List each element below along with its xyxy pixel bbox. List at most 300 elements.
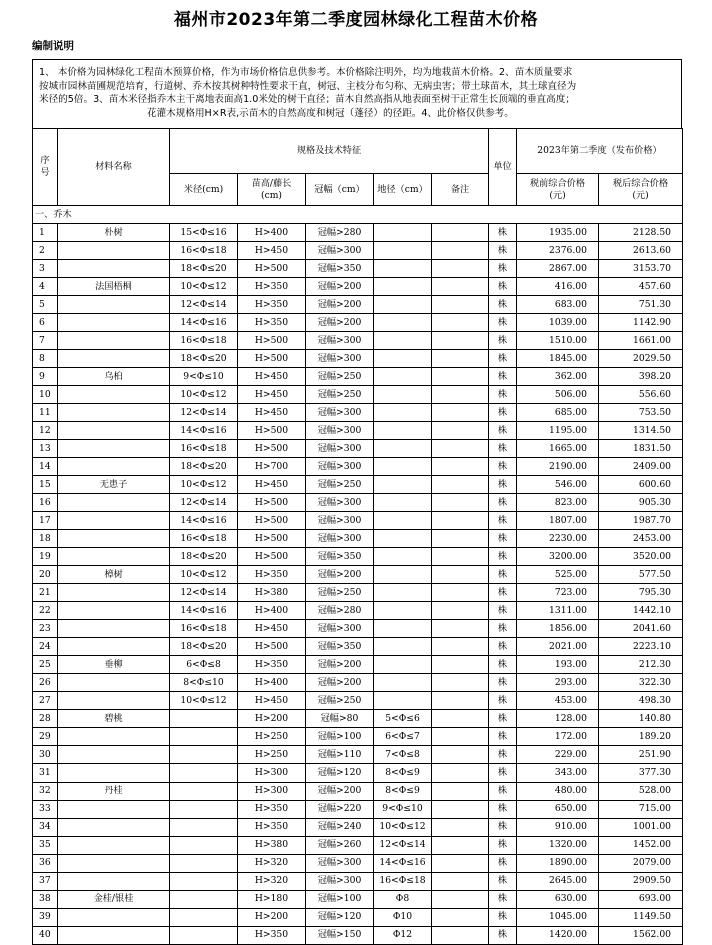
- diameter-cell: 18<Φ≤20: [170, 458, 238, 476]
- header-unit: 单位: [489, 129, 517, 206]
- aftertax-price: 556.60: [599, 386, 683, 404]
- height-cell: H>250: [238, 728, 306, 746]
- diameter-cell: 16<Φ≤18: [170, 242, 238, 260]
- diameter-cell: 10<Φ≤12: [170, 476, 238, 494]
- remark-cell: [432, 746, 489, 764]
- unit-cell: 株: [489, 296, 517, 314]
- height-cell: H>500: [238, 494, 306, 512]
- pretax-price: 1311.00: [517, 602, 599, 620]
- aftertax-price: 498.30: [599, 692, 683, 710]
- diameter-cell: 6<Φ≤8: [170, 656, 238, 674]
- remark-cell: [432, 764, 489, 782]
- row-number: 10: [33, 386, 58, 404]
- unit-cell: 株: [489, 278, 517, 296]
- diameter-cell: 14<Φ≤16: [170, 314, 238, 332]
- unit-cell: 株: [489, 638, 517, 656]
- material-name: [58, 530, 170, 548]
- row-number: 2: [33, 242, 58, 260]
- crown-cell: 冠幅>250: [306, 476, 374, 494]
- material-name: [58, 548, 170, 566]
- remark-cell: [432, 422, 489, 440]
- crown-cell: 冠幅>200: [306, 278, 374, 296]
- diameter-cell: 14<Φ≤16: [170, 602, 238, 620]
- unit-cell: 株: [489, 386, 517, 404]
- remark-cell: [432, 782, 489, 800]
- height-cell: H>500: [238, 638, 306, 656]
- header-remark: 备注: [432, 174, 489, 206]
- remark-cell: [432, 548, 489, 566]
- table-row: [33, 458, 683, 476]
- material-name: 碧桃: [58, 710, 170, 728]
- diameter-cell: [170, 818, 238, 836]
- remark-cell: [432, 278, 489, 296]
- crown-cell: 冠幅>200: [306, 782, 374, 800]
- page-title: 福州市2023年第二季度园林绿化工程苗木价格: [173, 10, 539, 30]
- height-cell: H>320: [238, 872, 306, 890]
- remark-cell: [432, 926, 489, 944]
- row-number: 6: [33, 314, 58, 332]
- unit-cell: 株: [489, 872, 517, 890]
- unit-cell: 株: [489, 350, 517, 368]
- height-cell: H>700: [238, 458, 306, 476]
- ground-cell: 7<Φ≤8: [374, 746, 432, 764]
- unit-cell: 株: [489, 314, 517, 332]
- category-label: 一、乔木: [33, 206, 683, 224]
- material-name: [58, 836, 170, 854]
- unit-cell: 株: [489, 548, 517, 566]
- aftertax-price: 457.60: [599, 278, 683, 296]
- table-row: [33, 422, 683, 440]
- ground-cell: [374, 692, 432, 710]
- table-row: [33, 674, 683, 692]
- row-number: 38: [33, 890, 58, 908]
- height-cell: H>200: [238, 710, 306, 728]
- price-table: [32, 128, 683, 945]
- diameter-cell: 12<Φ≤14: [170, 494, 238, 512]
- material-name: 丹桂: [58, 782, 170, 800]
- aftertax-price: 1562.00: [599, 926, 683, 944]
- row-number: 17: [33, 512, 58, 530]
- remark-cell: [432, 656, 489, 674]
- material-name: [58, 242, 170, 260]
- diameter-cell: 18<Φ≤20: [170, 260, 238, 278]
- crown-cell: 冠幅>300: [306, 422, 374, 440]
- material-name: 法国梧桐: [58, 278, 170, 296]
- ground-cell: [374, 458, 432, 476]
- remark-cell: [432, 404, 489, 422]
- unit-cell: 株: [489, 530, 517, 548]
- aftertax-price: 795.30: [599, 584, 683, 602]
- crown-cell: 冠幅>300: [306, 404, 374, 422]
- header-period: 2023年第二季度（发布价格）: [517, 129, 683, 174]
- height-cell: H>500: [238, 512, 306, 530]
- aftertax-price: 2909.50: [599, 872, 683, 890]
- height-cell: H>350: [238, 314, 306, 332]
- row-number: 37: [33, 872, 58, 890]
- aftertax-price: 322.30: [599, 674, 683, 692]
- table-row: [33, 728, 683, 746]
- table-row: [33, 890, 683, 908]
- ground-cell: [374, 422, 432, 440]
- remark-cell: [432, 638, 489, 656]
- aftertax-price: 3153.70: [599, 260, 683, 278]
- remark-cell: [432, 224, 489, 242]
- remark-cell: [432, 836, 489, 854]
- ground-cell: [374, 332, 432, 350]
- height-cell: H>400: [238, 602, 306, 620]
- ground-cell: 16<Φ≤18: [374, 872, 432, 890]
- compilation-notes: [32, 59, 682, 128]
- material-name: [58, 908, 170, 926]
- unit-cell: 株: [489, 620, 517, 638]
- table-row: [33, 314, 683, 332]
- aftertax-price: 2128.50: [599, 224, 683, 242]
- ground-cell: [374, 260, 432, 278]
- unit-cell: 株: [489, 836, 517, 854]
- material-name: [58, 512, 170, 530]
- diameter-cell: 18<Φ≤20: [170, 638, 238, 656]
- ground-cell: 8<Φ≤9: [374, 764, 432, 782]
- pretax-price: 193.00: [517, 656, 599, 674]
- pretax-price: 1420.00: [517, 926, 599, 944]
- ground-cell: [374, 494, 432, 512]
- ground-cell: 9<Φ≤10: [374, 800, 432, 818]
- row-number: 4: [33, 278, 58, 296]
- pretax-price: 1665.00: [517, 440, 599, 458]
- pretax-price: 2645.00: [517, 872, 599, 890]
- height-cell: H>450: [238, 368, 306, 386]
- section-label: 编制说明: [32, 40, 74, 52]
- table-row: [33, 818, 683, 836]
- unit-cell: 株: [489, 368, 517, 386]
- unit-cell: 株: [489, 404, 517, 422]
- table-row: [33, 836, 683, 854]
- table-row: [33, 476, 683, 494]
- row-number: 25: [33, 656, 58, 674]
- height-cell: H>350: [238, 278, 306, 296]
- row-number: 22: [33, 602, 58, 620]
- material-name: [58, 764, 170, 782]
- height-cell: H>450: [238, 692, 306, 710]
- pretax-price: 128.00: [517, 710, 599, 728]
- crown-cell: 冠幅>200: [306, 296, 374, 314]
- table-row: [33, 404, 683, 422]
- diameter-cell: [170, 710, 238, 728]
- ground-cell: [374, 278, 432, 296]
- unit-cell: 株: [489, 440, 517, 458]
- row-number: 20: [33, 566, 58, 584]
- pretax-price: 525.00: [517, 566, 599, 584]
- pretax-price: 1195.00: [517, 422, 599, 440]
- pretax-price: 480.00: [517, 782, 599, 800]
- crown-cell: 冠幅>300: [306, 440, 374, 458]
- remark-cell: [432, 800, 489, 818]
- pretax-price: 1935.00: [517, 224, 599, 242]
- ground-cell: [374, 224, 432, 242]
- table-row: [33, 656, 683, 674]
- header-name: 材料名称: [58, 129, 170, 206]
- diameter-cell: [170, 926, 238, 944]
- diameter-cell: 14<Φ≤16: [170, 512, 238, 530]
- pretax-price: 362.00: [517, 368, 599, 386]
- ground-cell: 10<Φ≤12: [374, 818, 432, 836]
- pretax-price: 546.00: [517, 476, 599, 494]
- row-number: 9: [33, 368, 58, 386]
- crown-cell: 冠幅>240: [306, 818, 374, 836]
- unit-cell: 株: [489, 602, 517, 620]
- diameter-cell: 10<Φ≤12: [170, 692, 238, 710]
- diameter-cell: 10<Φ≤12: [170, 566, 238, 584]
- row-number: 18: [33, 530, 58, 548]
- table-row: [33, 746, 683, 764]
- unit-cell: 株: [489, 692, 517, 710]
- row-number: 12: [33, 422, 58, 440]
- material-name: 朴树: [58, 224, 170, 242]
- aftertax-price: 715.00: [599, 800, 683, 818]
- diameter-cell: 15<Φ≤16: [170, 224, 238, 242]
- aftertax-price: 2041.60: [599, 620, 683, 638]
- crown-cell: 冠幅>250: [306, 692, 374, 710]
- aftertax-price: 251.90: [599, 746, 683, 764]
- aftertax-price: 600.60: [599, 476, 683, 494]
- row-number: 34: [33, 818, 58, 836]
- diameter-cell: [170, 746, 238, 764]
- row-number: 40: [33, 926, 58, 944]
- unit-cell: 株: [489, 224, 517, 242]
- diameter-cell: [170, 728, 238, 746]
- material-name: [58, 692, 170, 710]
- material-name: [58, 422, 170, 440]
- diameter-cell: 18<Φ≤20: [170, 350, 238, 368]
- unit-cell: 株: [489, 512, 517, 530]
- pretax-price: 293.00: [517, 674, 599, 692]
- crown-cell: 冠幅>250: [306, 386, 374, 404]
- pretax-price: 172.00: [517, 728, 599, 746]
- aftertax-price: 577.50: [599, 566, 683, 584]
- ground-cell: [374, 602, 432, 620]
- crown-cell: 冠幅>300: [306, 494, 374, 512]
- remark-cell: [432, 494, 489, 512]
- row-number: 28: [33, 710, 58, 728]
- diameter-cell: 16<Φ≤18: [170, 332, 238, 350]
- table-row: [33, 440, 683, 458]
- pretax-price: 823.00: [517, 494, 599, 512]
- row-number: 1: [33, 224, 58, 242]
- diameter-cell: 10<Φ≤12: [170, 386, 238, 404]
- pretax-price: 343.00: [517, 764, 599, 782]
- pretax-price: 1807.00: [517, 512, 599, 530]
- remark-cell: [432, 260, 489, 278]
- diameter-cell: [170, 872, 238, 890]
- material-name: [58, 260, 170, 278]
- aftertax-price: 1831.50: [599, 440, 683, 458]
- notes-line: 按城市园林苗圃规范培育，行道树、乔木按其树种特性要求干直，树冠、主枝分布匀称、无病虫害；带土球苗木，其土球直径为: [39, 80, 577, 92]
- unit-cell: 株: [489, 800, 517, 818]
- ground-cell: [374, 440, 432, 458]
- crown-cell: 冠幅>200: [306, 674, 374, 692]
- height-cell: H>380: [238, 584, 306, 602]
- ground-cell: [374, 404, 432, 422]
- pretax-price: 1856.00: [517, 620, 599, 638]
- crown-cell: 冠幅>280: [306, 224, 374, 242]
- ground-cell: [374, 620, 432, 638]
- aftertax-price: 212.30: [599, 656, 683, 674]
- ground-cell: 12<Φ≤14: [374, 836, 432, 854]
- pretax-price: 2230.00: [517, 530, 599, 548]
- unit-cell: 株: [489, 890, 517, 908]
- aftertax-price: 2409.00: [599, 458, 683, 476]
- diameter-cell: [170, 782, 238, 800]
- aftertax-price: 2453.00: [599, 530, 683, 548]
- remark-cell: [432, 872, 489, 890]
- unit-cell: 株: [489, 584, 517, 602]
- unit-cell: 株: [489, 854, 517, 872]
- remark-cell: [432, 674, 489, 692]
- crown-cell: 冠幅>120: [306, 908, 374, 926]
- unit-cell: 株: [489, 242, 517, 260]
- row-number: 23: [33, 620, 58, 638]
- height-cell: H>250: [238, 746, 306, 764]
- ground-cell: [374, 386, 432, 404]
- material-name: [58, 638, 170, 656]
- aftertax-price: 398.20: [599, 368, 683, 386]
- diameter-cell: 16<Φ≤18: [170, 620, 238, 638]
- ground-cell: [374, 674, 432, 692]
- table-row: [33, 854, 683, 872]
- table-row: [33, 386, 683, 404]
- row-number: 26: [33, 674, 58, 692]
- ground-cell: [374, 566, 432, 584]
- crown-cell: 冠幅>200: [306, 566, 374, 584]
- diameter-cell: [170, 836, 238, 854]
- aftertax-price: 528.00: [599, 782, 683, 800]
- row-number: 36: [33, 854, 58, 872]
- notes-line: 花灌木规格用H×R表,示苗木的自然高度和树冠（蓬径）的径距。4、此价格仅供参考。: [147, 107, 514, 119]
- crown-cell: 冠幅>100: [306, 890, 374, 908]
- material-name: [58, 818, 170, 836]
- pretax-price: 1320.00: [517, 836, 599, 854]
- material-name: [58, 854, 170, 872]
- height-cell: H>500: [238, 530, 306, 548]
- material-name: [58, 332, 170, 350]
- material-name: [58, 584, 170, 602]
- height-cell: H>450: [238, 386, 306, 404]
- aftertax-price: 1001.00: [599, 818, 683, 836]
- notes-line: 米径的5倍。3、苗木米径指乔木主干离地表面高1.0米处的树干直径；苗木自然高指从地表面至树干正常生长顶端的垂直高度；: [39, 94, 575, 105]
- remark-cell: [432, 584, 489, 602]
- height-cell: H>350: [238, 566, 306, 584]
- row-number: 39: [33, 908, 58, 926]
- aftertax-price: 3520.00: [599, 548, 683, 566]
- material-name: [58, 926, 170, 944]
- ground-cell: 5<Φ≤6: [374, 710, 432, 728]
- remark-cell: [432, 368, 489, 386]
- material-name: 金桂/银桂: [58, 890, 170, 908]
- crown-cell: 冠幅>300: [306, 872, 374, 890]
- material-name: [58, 494, 170, 512]
- height-cell: H>200: [238, 908, 306, 926]
- header-pretax: 税前综合价格 (元): [517, 174, 599, 206]
- crown-cell: 冠幅>300: [306, 530, 374, 548]
- remark-cell: [432, 350, 489, 368]
- height-cell: H>500: [238, 332, 306, 350]
- unit-cell: 株: [489, 458, 517, 476]
- material-name: [58, 728, 170, 746]
- table-row: [33, 224, 683, 242]
- unit-cell: 株: [489, 746, 517, 764]
- crown-cell: 冠幅>300: [306, 242, 374, 260]
- ground-cell: [374, 548, 432, 566]
- aftertax-price: 1452.00: [599, 836, 683, 854]
- aftertax-price: 2029.50: [599, 350, 683, 368]
- row-number: 19: [33, 548, 58, 566]
- table-row: [33, 764, 683, 782]
- height-cell: H>350: [238, 926, 306, 944]
- crown-cell: 冠幅>200: [306, 314, 374, 332]
- remark-cell: [432, 440, 489, 458]
- crown-cell: 冠幅>350: [306, 548, 374, 566]
- height-cell: H>400: [238, 224, 306, 242]
- height-cell: H>500: [238, 422, 306, 440]
- diameter-cell: 9<Φ≤10: [170, 368, 238, 386]
- diameter-cell: 16<Φ≤18: [170, 530, 238, 548]
- remark-cell: [432, 332, 489, 350]
- material-name: [58, 314, 170, 332]
- remark-cell: [432, 458, 489, 476]
- ground-cell: [374, 584, 432, 602]
- pretax-price: 1510.00: [517, 332, 599, 350]
- header-diameter: 米径(cm): [170, 174, 238, 206]
- height-cell: H>450: [238, 476, 306, 494]
- diameter-cell: 10<Φ≤12: [170, 278, 238, 296]
- pretax-price: 2021.00: [517, 638, 599, 656]
- pretax-price: 1845.00: [517, 350, 599, 368]
- crown-cell: 冠幅>250: [306, 584, 374, 602]
- aftertax-price: 905.30: [599, 494, 683, 512]
- remark-cell: [432, 818, 489, 836]
- row-number: 16: [33, 494, 58, 512]
- crown-cell: 冠幅>300: [306, 332, 374, 350]
- aftertax-price: 140.80: [599, 710, 683, 728]
- remark-cell: [432, 386, 489, 404]
- diameter-cell: [170, 890, 238, 908]
- ground-cell: 14<Φ≤16: [374, 854, 432, 872]
- remark-cell: [432, 854, 489, 872]
- height-cell: H>300: [238, 764, 306, 782]
- remark-cell: [432, 512, 489, 530]
- pretax-price: 650.00: [517, 800, 599, 818]
- remark-cell: [432, 566, 489, 584]
- aftertax-price: 753.50: [599, 404, 683, 422]
- crown-cell: 冠幅>350: [306, 260, 374, 278]
- material-name: [58, 296, 170, 314]
- unit-cell: 株: [489, 656, 517, 674]
- crown-cell: 冠幅>350: [306, 638, 374, 656]
- ground-cell: 8<Φ≤9: [374, 782, 432, 800]
- header-spec: 规格及技术特征: [170, 129, 489, 174]
- remark-cell: [432, 476, 489, 494]
- header-no: 序 号: [33, 129, 58, 206]
- remark-cell: [432, 314, 489, 332]
- table-row: [33, 332, 683, 350]
- row-number: 29: [33, 728, 58, 746]
- unit-cell: 株: [489, 728, 517, 746]
- material-name: 无患子: [58, 476, 170, 494]
- height-cell: H>180: [238, 890, 306, 908]
- unit-cell: 株: [489, 422, 517, 440]
- diameter-cell: [170, 764, 238, 782]
- ground-cell: 6<Φ≤7: [374, 728, 432, 746]
